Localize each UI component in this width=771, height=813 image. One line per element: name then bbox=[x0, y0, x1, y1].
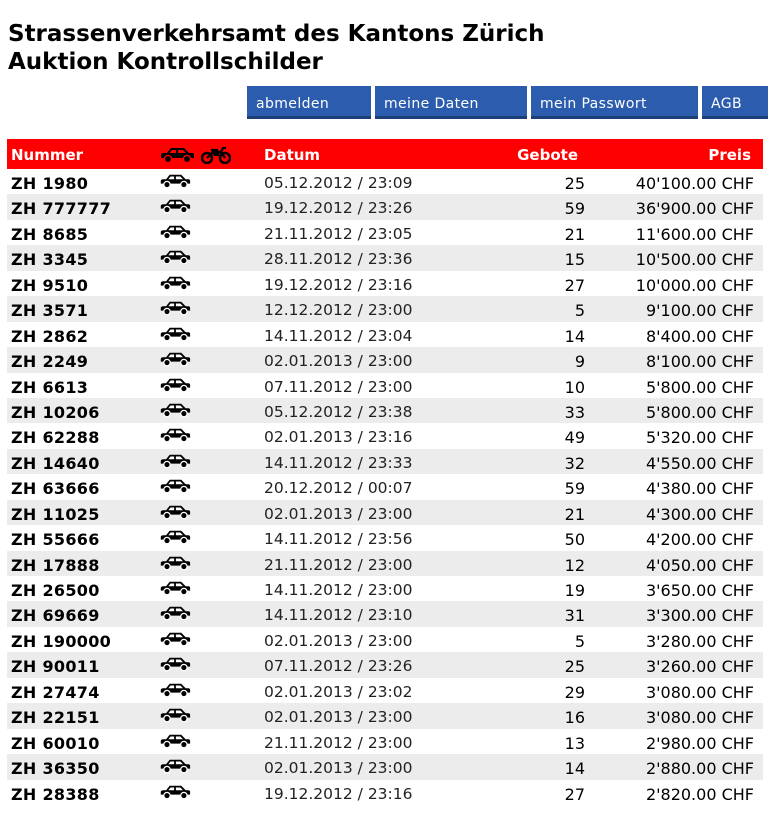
car-icon bbox=[159, 453, 191, 469]
table-row[interactable] bbox=[7, 754, 763, 779]
vehicle-type-cell bbox=[159, 427, 191, 443]
table-row[interactable] bbox=[7, 373, 763, 398]
table-row[interactable] bbox=[7, 322, 763, 347]
auction-date: 14.11.2012 / 23:33 bbox=[264, 453, 413, 472]
auction-table bbox=[7, 139, 763, 805]
car-icon bbox=[159, 758, 191, 774]
car-icon bbox=[159, 580, 191, 596]
car-icon bbox=[159, 682, 191, 698]
table-row[interactable] bbox=[7, 500, 763, 525]
car-icon bbox=[159, 326, 191, 342]
plate-number[interactable]: ZH 55666 bbox=[11, 530, 100, 550]
car-icon bbox=[159, 427, 191, 443]
plate-number[interactable]: ZH 11025 bbox=[11, 504, 100, 524]
car-icon bbox=[159, 402, 191, 418]
table-row[interactable] bbox=[7, 678, 763, 703]
plate-number[interactable]: ZH 69669 bbox=[11, 606, 100, 626]
bid-count: 10 bbox=[564, 377, 585, 397]
car-icon bbox=[159, 707, 191, 723]
bid-count: 25 bbox=[564, 657, 585, 677]
price: 8'400.00 CHF bbox=[645, 326, 754, 346]
bid-count: 27 bbox=[564, 275, 585, 295]
auction-date: 02.01.2013 / 23:00 bbox=[264, 504, 413, 523]
terms-button[interactable]: AGB bbox=[702, 86, 768, 119]
bid-count: 49 bbox=[564, 428, 585, 448]
price: 4'550.00 CHF bbox=[645, 453, 754, 473]
table-row[interactable] bbox=[7, 296, 763, 321]
price: 10'000.00 CHF bbox=[635, 275, 754, 295]
price: 4'380.00 CHF bbox=[645, 479, 754, 499]
price: 4'200.00 CHF bbox=[645, 530, 754, 550]
auction-date: 05.12.2012 / 23:09 bbox=[264, 174, 413, 192]
bid-count: 13 bbox=[564, 733, 585, 753]
price: 3'300.00 CHF bbox=[645, 606, 754, 626]
table-row[interactable] bbox=[7, 551, 763, 576]
car-icon bbox=[159, 198, 191, 214]
vehicle-type-cell bbox=[159, 605, 191, 621]
auction-date: 19.12.2012 / 23:16 bbox=[264, 275, 413, 294]
bid-count: 15 bbox=[564, 250, 585, 270]
bid-count: 19 bbox=[564, 581, 585, 600]
price: 5'320.00 CHF bbox=[645, 428, 754, 448]
plate-number[interactable]: ZH 27474 bbox=[11, 682, 100, 702]
table-row[interactable] bbox=[7, 194, 763, 219]
table-row[interactable] bbox=[7, 525, 763, 550]
price: 3'650.00 CHF bbox=[645, 581, 754, 600]
column-header-vehicle-type bbox=[159, 146, 231, 164]
car-icon bbox=[159, 784, 191, 800]
table-row[interactable] bbox=[7, 220, 763, 245]
car-icon bbox=[159, 377, 191, 393]
plate-number[interactable]: ZH 17888 bbox=[11, 555, 100, 575]
vehicle-type-cell bbox=[159, 453, 191, 469]
price: 2'820.00 CHF bbox=[645, 784, 754, 804]
column-header-number[interactable]: Nummer bbox=[11, 146, 84, 164]
plate-number[interactable]: ZH 190000 bbox=[11, 631, 112, 651]
car-icon bbox=[159, 249, 191, 265]
vehicle-type-cell bbox=[159, 682, 191, 698]
vehicle-type-cell bbox=[159, 504, 191, 520]
auction-date: 02.01.2013 / 23:00 bbox=[264, 759, 413, 778]
table-body bbox=[7, 169, 763, 805]
bid-count: 14 bbox=[564, 326, 585, 346]
plate-number[interactable]: ZH 2862 bbox=[11, 326, 89, 346]
car-icon bbox=[159, 733, 191, 749]
plate-number[interactable]: ZH 36350 bbox=[11, 759, 100, 779]
vehicle-type-cell bbox=[159, 656, 191, 672]
bid-count: 33 bbox=[564, 402, 585, 422]
auction-date: 05.12.2012 / 23:38 bbox=[264, 402, 413, 421]
auction-date: 02.01.2013 / 23:00 bbox=[264, 708, 413, 727]
vehicle-type-cell bbox=[159, 198, 191, 214]
price: 8'100.00 CHF bbox=[645, 352, 754, 372]
bid-count: 21 bbox=[564, 224, 585, 244]
plate-number[interactable]: ZH 777777 bbox=[11, 199, 112, 219]
vehicle-type-cell bbox=[159, 173, 191, 189]
car-icon bbox=[159, 656, 191, 672]
auction-date: 21.11.2012 / 23:00 bbox=[264, 555, 413, 574]
plate-number[interactable]: ZH 1980 bbox=[11, 174, 89, 193]
vehicle-type-cell bbox=[159, 351, 191, 367]
price: 3'280.00 CHF bbox=[645, 631, 754, 651]
auction-date: 19.12.2012 / 23:26 bbox=[264, 199, 413, 218]
price: 3'260.00 CHF bbox=[645, 657, 754, 677]
auction-date: 02.01.2013 / 23:00 bbox=[264, 352, 413, 371]
plate-number[interactable]: ZH 60010 bbox=[11, 733, 100, 753]
logout-button[interactable]: abmelden bbox=[247, 86, 371, 119]
table-row[interactable] bbox=[7, 347, 763, 372]
table-row[interactable] bbox=[7, 245, 763, 270]
price: 5'800.00 CHF bbox=[645, 377, 754, 397]
table-header bbox=[7, 139, 763, 169]
price: 3'080.00 CHF bbox=[645, 682, 754, 702]
table-row[interactable] bbox=[7, 271, 763, 296]
bid-count: 14 bbox=[564, 759, 585, 779]
title-line-2: Auktion Kontrollschilder bbox=[8, 49, 323, 75]
table-row[interactable] bbox=[7, 729, 763, 754]
plate-number[interactable]: ZH 2249 bbox=[11, 352, 89, 372]
bid-count: 29 bbox=[564, 682, 585, 702]
auction-date: 19.12.2012 / 23:16 bbox=[264, 784, 413, 803]
table-row[interactable] bbox=[7, 449, 763, 474]
price: 9'100.00 CHF bbox=[645, 301, 754, 321]
price: 3'080.00 CHF bbox=[645, 708, 754, 728]
column-header-price[interactable]: Preis bbox=[708, 146, 751, 164]
plate-number[interactable]: ZH 9510 bbox=[11, 275, 89, 295]
vehicle-type-cell bbox=[159, 733, 191, 749]
bid-count: 59 bbox=[564, 479, 585, 499]
auction-date: 21.11.2012 / 23:05 bbox=[264, 224, 413, 243]
price: 11'600.00 CHF bbox=[635, 224, 754, 244]
table-row[interactable] bbox=[7, 169, 763, 194]
price: 2'980.00 CHF bbox=[645, 733, 754, 753]
auction-date: 20.12.2012 / 00:07 bbox=[264, 479, 413, 498]
vehicle-type-cell bbox=[159, 249, 191, 265]
plate-number[interactable]: ZH 90011 bbox=[11, 657, 100, 677]
bid-count: 5 bbox=[574, 631, 585, 651]
price: 4'050.00 CHF bbox=[645, 555, 754, 575]
car-icon bbox=[159, 555, 191, 571]
vehicle-type-cell bbox=[159, 326, 191, 342]
auction-date: 14.11.2012 / 23:00 bbox=[264, 581, 413, 599]
top-nav bbox=[247, 86, 768, 119]
bid-count: 25 bbox=[564, 174, 585, 193]
car-icon bbox=[159, 478, 191, 494]
price: 5'800.00 CHF bbox=[645, 402, 754, 422]
vehicle-type-cell bbox=[159, 707, 191, 723]
auction-date: 14.11.2012 / 23:10 bbox=[264, 606, 413, 625]
plate-number[interactable]: ZH 3571 bbox=[11, 301, 89, 321]
table-row[interactable] bbox=[7, 627, 763, 652]
auction-date: 12.12.2012 / 23:00 bbox=[264, 301, 413, 320]
car-icon bbox=[159, 300, 191, 316]
auction-date: 07.11.2012 / 23:00 bbox=[264, 377, 413, 396]
price: 36'900.00 CHF bbox=[635, 199, 754, 219]
vehicle-type-cell bbox=[159, 377, 191, 393]
plate-number[interactable]: ZH 14640 bbox=[11, 453, 100, 473]
title-line-1: Strassenverkehrsamt des Kantons Zürich bbox=[8, 21, 545, 47]
auction-date: 21.11.2012 / 23:00 bbox=[264, 733, 413, 752]
table-row[interactable] bbox=[7, 398, 763, 423]
bid-count: 9 bbox=[574, 352, 585, 372]
car-icon bbox=[159, 351, 191, 367]
vehicle-type-cell bbox=[159, 224, 191, 240]
table-row[interactable] bbox=[7, 576, 763, 601]
plate-number[interactable]: ZH 3345 bbox=[11, 250, 89, 270]
my-data-button[interactable]: meine Daten bbox=[375, 86, 527, 119]
vehicle-type-cell bbox=[159, 555, 191, 571]
vehicle-type-cell bbox=[159, 300, 191, 316]
car-icon bbox=[159, 224, 191, 240]
auction-date: 02.01.2013 / 23:02 bbox=[264, 682, 413, 701]
plate-number[interactable]: ZH 6613 bbox=[11, 377, 89, 397]
vehicle-type-cell bbox=[159, 580, 191, 596]
motorcycle-icon[interactable] bbox=[201, 146, 231, 164]
plate-number[interactable]: ZH 22151 bbox=[11, 708, 100, 728]
table-row[interactable] bbox=[7, 474, 763, 499]
my-password-button[interactable]: mein Passwort bbox=[531, 86, 698, 119]
auction-date: 14.11.2012 / 23:04 bbox=[264, 326, 413, 345]
bid-count: 5 bbox=[574, 301, 585, 321]
table-row[interactable] bbox=[7, 703, 763, 728]
bid-count: 32 bbox=[564, 453, 585, 473]
column-header-date[interactable]: Datum bbox=[264, 146, 321, 164]
car-icon bbox=[159, 173, 191, 189]
auction-date: 28.11.2012 / 23:36 bbox=[264, 250, 413, 269]
vehicle-type-cell bbox=[159, 784, 191, 800]
vehicle-type-cell bbox=[159, 275, 191, 291]
bid-count: 59 bbox=[564, 199, 585, 219]
car-icon bbox=[159, 631, 191, 647]
bid-count: 21 bbox=[564, 504, 585, 524]
car-icon[interactable] bbox=[159, 146, 195, 164]
price: 2'880.00 CHF bbox=[645, 759, 754, 779]
car-icon bbox=[159, 275, 191, 291]
bid-count: 12 bbox=[564, 555, 585, 575]
car-icon bbox=[159, 529, 191, 545]
plate-number[interactable]: ZH 26500 bbox=[11, 581, 100, 600]
column-header-bids[interactable]: Gebote bbox=[517, 146, 578, 164]
table-row[interactable] bbox=[7, 780, 763, 805]
table-row[interactable] bbox=[7, 652, 763, 677]
plate-number[interactable]: ZH 63666 bbox=[11, 479, 100, 499]
vehicle-type-cell bbox=[159, 478, 191, 494]
price: 40'100.00 CHF bbox=[635, 174, 754, 193]
bid-count: 50 bbox=[564, 530, 585, 550]
bid-count: 31 bbox=[564, 606, 585, 626]
bid-count: 27 bbox=[564, 784, 585, 804]
plate-number[interactable]: ZH 28388 bbox=[11, 784, 100, 804]
vehicle-type-cell bbox=[159, 631, 191, 647]
vehicle-type-cell bbox=[159, 402, 191, 418]
vehicle-type-cell bbox=[159, 529, 191, 545]
price: 10'500.00 CHF bbox=[635, 250, 754, 270]
car-icon bbox=[159, 605, 191, 621]
vehicle-type-cell bbox=[159, 758, 191, 774]
auction-date: 02.01.2013 / 23:00 bbox=[264, 631, 413, 650]
auction-date: 14.11.2012 / 23:56 bbox=[264, 530, 413, 549]
auction-date: 02.01.2013 / 23:16 bbox=[264, 428, 413, 447]
price: 4'300.00 CHF bbox=[645, 504, 754, 524]
table-row[interactable] bbox=[7, 423, 763, 448]
auction-date: 07.11.2012 / 23:26 bbox=[264, 657, 413, 676]
car-icon bbox=[159, 504, 191, 520]
plate-number[interactable]: ZH 10206 bbox=[11, 402, 100, 422]
page-title bbox=[8, 20, 545, 76]
table-row[interactable] bbox=[7, 601, 763, 626]
plate-number[interactable]: ZH 8685 bbox=[11, 224, 89, 244]
bid-count: 16 bbox=[564, 708, 585, 728]
plate-number[interactable]: ZH 62288 bbox=[11, 428, 100, 448]
